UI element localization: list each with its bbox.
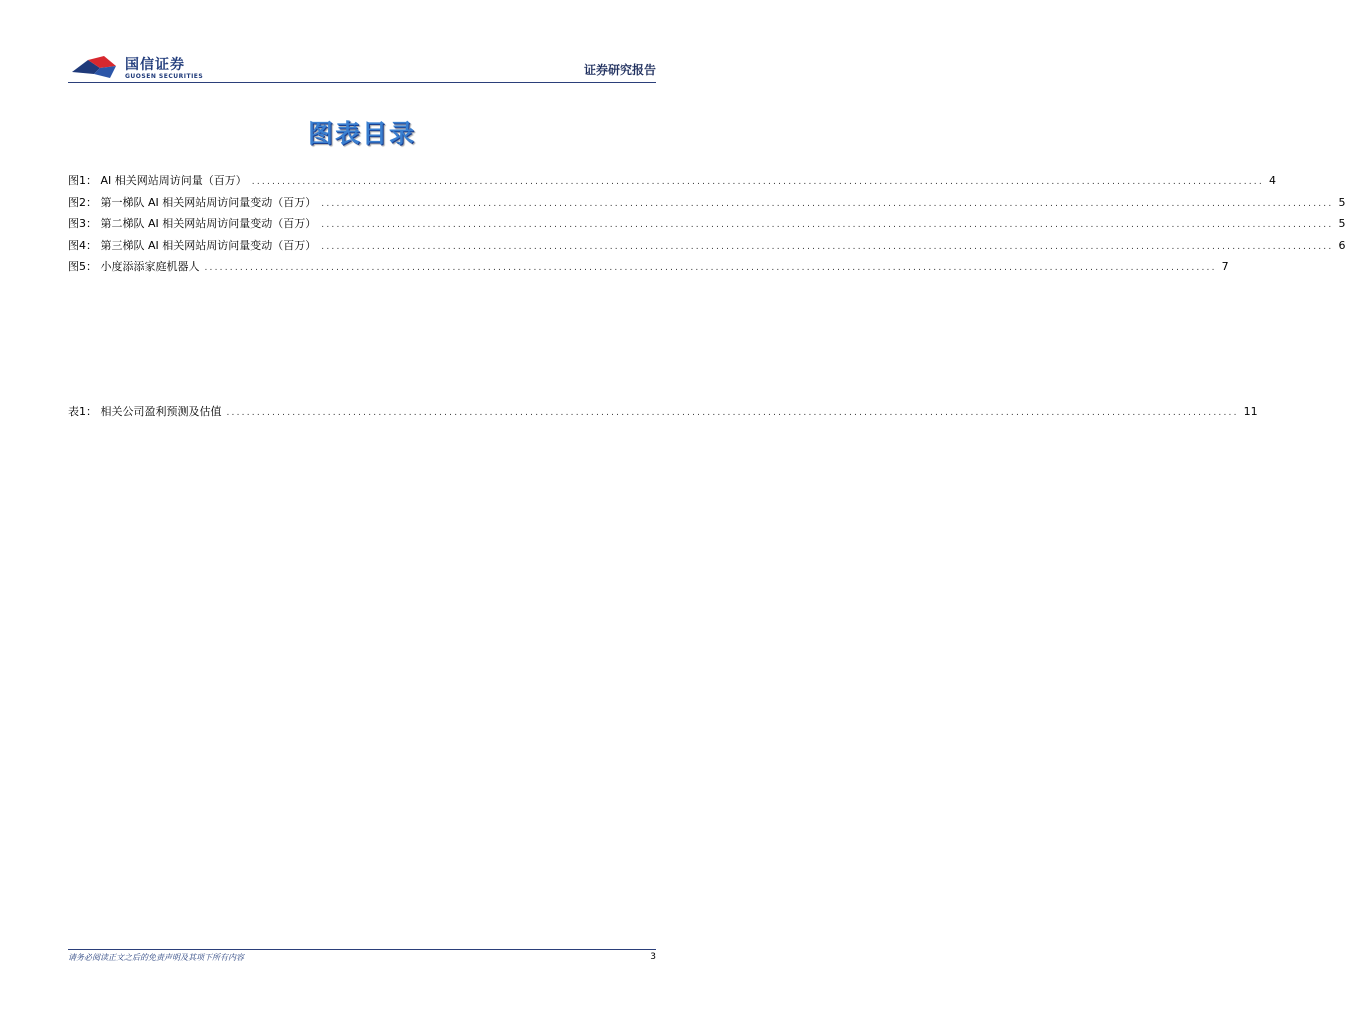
toc-leader-dots: ........................................................................................................................................................................................................ [321, 220, 1334, 230]
logo-chinese-name: 国信证券 [125, 57, 185, 73]
toc-entry-page: 7 [1221, 260, 1229, 273]
guosen-logo [68, 52, 228, 84]
toc-entry-page: 5 [1338, 217, 1345, 230]
toc-entry[interactable] [68, 213, 1345, 235]
toc-entry-label: 图5： 小度添添家庭机器人 [68, 260, 200, 273]
guosen-logo-icon [70, 54, 122, 82]
page-number: 3 [650, 952, 656, 962]
header-divider [68, 82, 656, 83]
toc-entry-label: 图2： 第一梯队 AI 相关网站周访问量变动（百万） [68, 195, 317, 209]
toc-entry[interactable] [68, 192, 1345, 214]
toc-entry-label: 图3： 第二梯队 AI 相关网站周访问量变动（百万） [68, 217, 317, 230]
toc-entry-page: 6 [1338, 238, 1345, 252]
report-type-label: 证券研究报告 [583, 63, 656, 77]
toc-entry-label: 图4： 第三梯队 AI 相关网站周访问量变动（百万） [68, 238, 317, 252]
footer-disclaimer: 请务必阅读正文之后的免责声明及其项下所有内容 [68, 953, 244, 962]
toc-entry-page: 11 [1243, 405, 1258, 418]
toc-entry-label: 图1： AI 相关网站周访问量（百万） [68, 174, 247, 187]
footer-divider [68, 949, 656, 950]
toc-leader-dots: ........................................................................................................................................................................................................ [321, 198, 1334, 209]
table-list [68, 401, 1258, 423]
toc-entry[interactable] [68, 235, 1345, 257]
logo-english-name: GUOSEN SECURITIES [125, 73, 204, 80]
toc-entry[interactable] [68, 256, 1229, 278]
toc-entry[interactable] [68, 170, 1276, 192]
figure-list [68, 170, 1345, 278]
toc-leader-dots: ........................................................................................................................................................................................................ [321, 241, 1334, 252]
toc-entry-label: 表1： 相关公司盈利预测及估值 [68, 405, 222, 418]
toc-leader-dots: ........................................................................................................................................................................................................ [226, 408, 1239, 418]
page-header [68, 52, 656, 84]
toc-entry-page: 4 [1268, 174, 1276, 187]
toc-entry-page: 5 [1338, 195, 1345, 209]
toc-leader-dots: ........................................................................................................................................................................................................ [251, 177, 1264, 187]
toc-entry[interactable] [68, 401, 1258, 423]
toc-leader-dots: ........................................................................................................................................................................................................ [204, 263, 1217, 273]
toc-title: 图表目录 [307, 119, 416, 148]
